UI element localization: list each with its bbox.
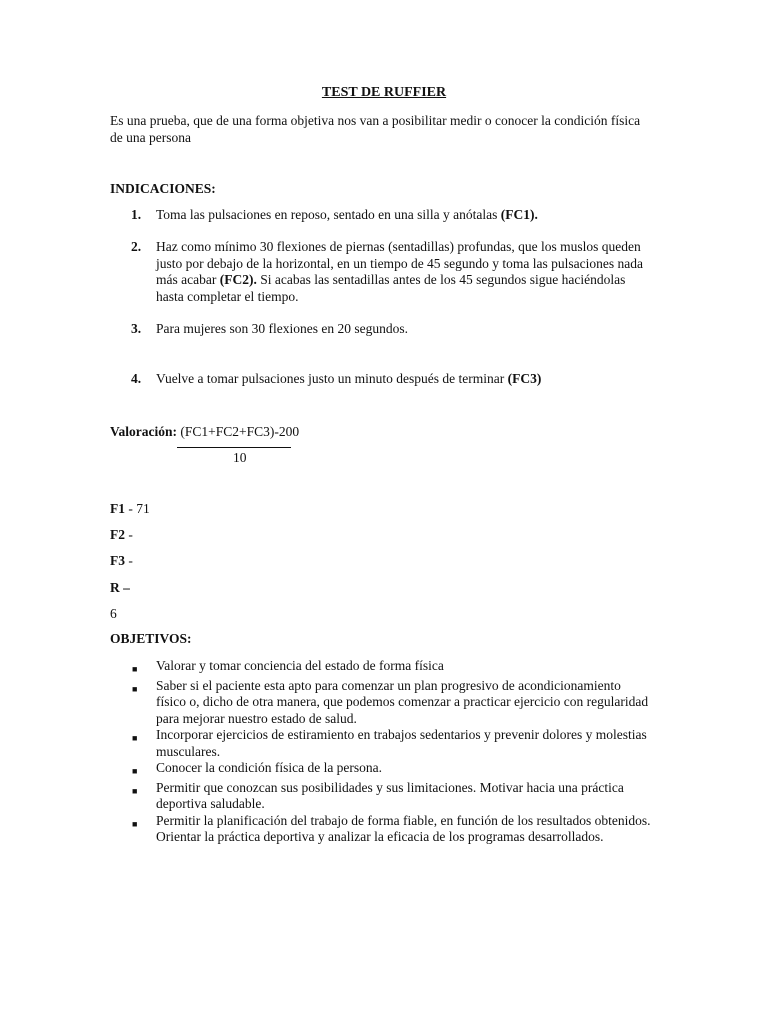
list-item — [132, 658, 652, 678]
result-f2 — [110, 527, 133, 543]
instruction-number: 3. — [131, 321, 142, 336]
instruction-text — [156, 207, 651, 224]
list-item — [132, 727, 652, 760]
instruction-body: Vuelve a tomar pulsaciones justo un minuto después de terminar — [156, 371, 508, 386]
list-item-text: Valorar y tomar conciencia del estado de forma física — [156, 658, 444, 673]
instruction-continuation: Si acabas las sentadillas antes de los 45 segundos sigue haciéndolas hasta completar el tiempo. — [156, 272, 626, 304]
list-item-text: Incorporar ejercicios de estiramiento en trabajos sedentarios y prevenir dolores y molestias musculares. — [156, 727, 647, 759]
instruction-code: (FC2). — [219, 272, 257, 287]
result-label: F2 — [110, 527, 125, 542]
bullet-icon: ■ — [132, 818, 138, 829]
list-item-text: Conocer la condición física de la persona. — [156, 760, 383, 775]
bullet-icon: ■ — [132, 683, 138, 694]
bullet-icon: ■ — [132, 733, 138, 743]
list-item-text: Permitir que conozcan sus posibilidades y sus limitaciones. Motivar hacia una práctica deportiva saludable. — [156, 779, 624, 811]
objetivos-list — [132, 658, 652, 846]
result-f1 — [110, 501, 150, 517]
instruction-item-3 — [131, 321, 651, 338]
result-value: - — [125, 527, 133, 542]
list-item-text: Saber si el paciente esta apto para comenzar un plan progresivo de acondicionamiento físico o, dicho de otra manera, que podemos comenzar a practicar ejercicio con regularidad para mejorar nuestro estado de salud. — [156, 677, 649, 726]
intro-paragraph: Es una prueba, que de una forma objetiva nos van a posibilitar medir o conocer la condición física de una persona — [110, 113, 641, 145]
list-item — [132, 813, 652, 846]
formula-denominator: 10 — [233, 450, 247, 465]
result-r — [110, 580, 130, 596]
result-value: - 71 — [125, 501, 150, 516]
instruction-number: 1. — [131, 207, 142, 222]
instruction-item-4 — [131, 371, 651, 388]
result-value: – — [119, 580, 130, 595]
instruction-body: Toma las pulsaciones en reposo, sentado en una silla y anótalas — [156, 207, 501, 222]
valoracion-label: Valoración: — [110, 424, 177, 439]
instruction-code: (FC3) — [507, 371, 542, 386]
objetivos-heading: OBJETIVOS: — [110, 631, 192, 646]
formula-numerator: (FC1+FC2+FC3)-200 — [177, 424, 300, 439]
instruction-item-2 — [131, 239, 651, 305]
result-f3 — [110, 553, 133, 569]
instruction-number: 4. — [131, 371, 142, 386]
instruction-item-1 — [131, 207, 651, 224]
bullet-icon: ■ — [132, 785, 138, 796]
result-label: R — [110, 580, 120, 595]
instruction-code: (FC1). — [500, 207, 538, 222]
list-item — [132, 760, 652, 780]
result-label: F1 — [110, 501, 125, 516]
bullet-icon: ■ — [132, 766, 138, 776]
list-item — [132, 780, 652, 813]
result-value: - — [125, 553, 133, 568]
bullet-icon: ■ — [132, 664, 138, 674]
fraction-bar — [177, 447, 291, 448]
result-extra: 6 — [110, 606, 117, 621]
indicaciones-heading: INDICACIONES: — [110, 181, 216, 196]
document-title: TEST DE RUFFIER — [321, 85, 447, 100]
list-item-text: Permitir la planificación del trabajo de forma fiable, en función de los resultados obtenidos. Orientar la práctica deportiva y analizar la eficacia de los programas desarrollados. — [156, 812, 651, 844]
instruction-text — [156, 371, 651, 388]
instruction-number: 2. — [131, 239, 142, 254]
list-item — [132, 678, 652, 728]
result-label: F3 — [110, 553, 125, 568]
instruction-text: Para mujeres son 30 flexiones en 20 segundos. — [156, 321, 408, 336]
valoracion-formula — [110, 424, 299, 440]
instruction-text — [156, 239, 651, 305]
instruction-body: Haz como mínimo 30 flexiones de piernas (sentadillas) profundas, que los muslos queden justo por debajo de la horizontal, en un tiempo de 45 segundo y toma las pulsaciones nada más acabar — [156, 239, 644, 287]
